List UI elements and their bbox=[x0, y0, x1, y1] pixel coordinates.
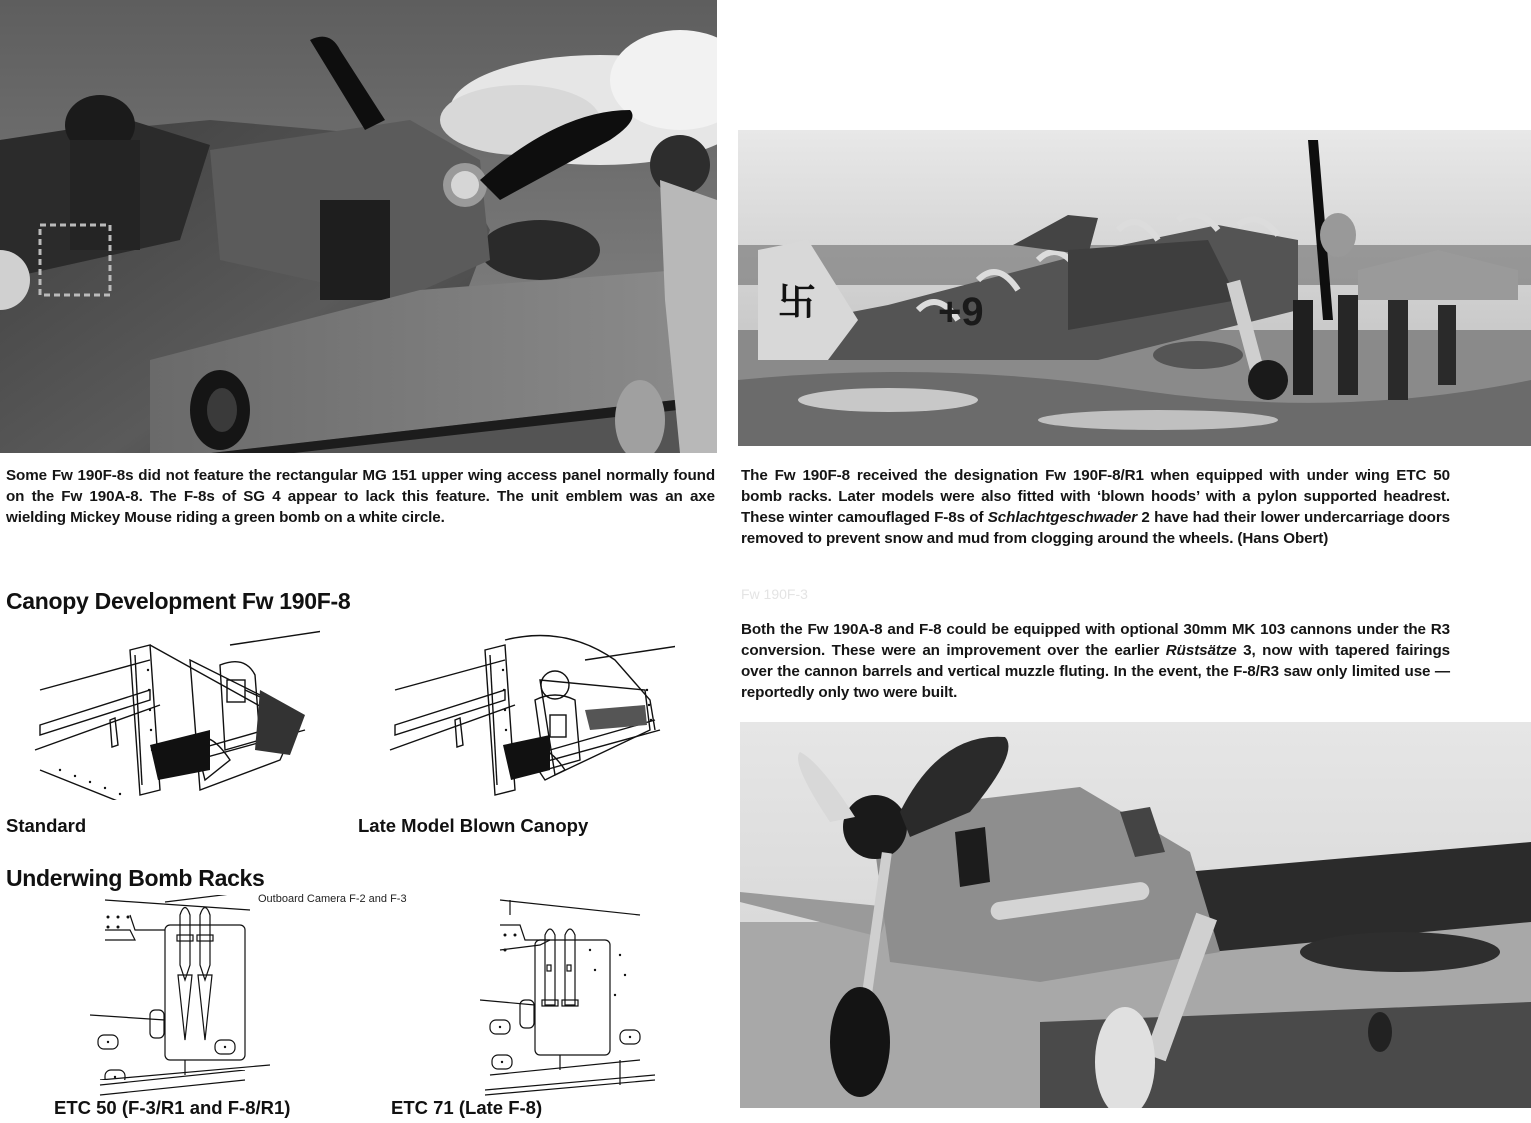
etc50-illustration bbox=[90, 895, 270, 1080]
drawing-canopy-blown bbox=[385, 630, 675, 800]
canopy-label-blown-text: Late Model Blown Canopy bbox=[358, 815, 589, 836]
bleed-through-text-1 bbox=[741, 584, 808, 604]
bomb-rack-label-etc50 bbox=[54, 1097, 290, 1119]
photo-bottom-right bbox=[740, 722, 1531, 1108]
bleed-through-line: Fw 190F-3 bbox=[741, 586, 808, 602]
drawing-etc50-lower bbox=[95, 1070, 255, 1100]
photo-top-right bbox=[738, 130, 1531, 446]
drawing-etc71 bbox=[480, 895, 665, 1105]
bomb-rack-label-etc71 bbox=[391, 1097, 542, 1119]
photo-f8-r3-cannon bbox=[740, 722, 1531, 1108]
drawing-etc50 bbox=[90, 895, 270, 1080]
caption-top-right bbox=[741, 465, 1450, 549]
caption-top-left bbox=[6, 465, 715, 528]
photo-top-left bbox=[0, 0, 717, 453]
caption-middle-right bbox=[741, 619, 1450, 703]
drawing-canopy-standard bbox=[30, 630, 320, 800]
caption-top-right-part2: 2 have had their lower undercarriage doors removed to prevent snow and mud from clogging around the wheels. (Hans Obert) bbox=[741, 509, 1450, 547]
callout-outboard-camera-text: Outboard Camera F-2 and F-3 bbox=[258, 893, 407, 905]
etc50-lower-lines bbox=[95, 1070, 255, 1100]
canopy-label-blown bbox=[358, 815, 588, 837]
caption-top-right-italic: Schlachtgeschwader bbox=[987, 509, 1138, 526]
photo-winter-camouflage-lineup bbox=[738, 130, 1531, 446]
caption-top-right-part1: The Fw 190F-8 received the designation Fw 190F-8/R1 when equipped with under wing ETC 50 bomb racks. Later models were also fitted with ‘blown hoods’ with a pylon supported headrest. These winter camouflaged F-8s of bbox=[741, 467, 1450, 526]
bomb-rack-section-heading bbox=[6, 865, 265, 892]
bomb-rack-section-heading-text: Underwing Bomb Racks bbox=[6, 865, 265, 891]
canopy-standard-illustration bbox=[30, 630, 320, 800]
canopy-label-standard bbox=[6, 815, 86, 837]
caption-top-left-text: Some Fw 190F-8s did not feature the rectangular MG 151 upper wing access panel normally found on the Fw 190A-8. The F-8s of SG 4 appear to lack this feature. The unit emblem was an axe wielding Mickey Mouse riding a green bomb on a white circle. bbox=[6, 467, 715, 526]
caption-middle-right-part1: Both the Fw 190A-8 and F-8 could be equipped with optional 30mm MK 103 cannons under the R3 conversion. These were an improvement over the earlier bbox=[741, 621, 1450, 659]
callout-outboard-camera bbox=[258, 893, 407, 905]
caption-middle-right-italic: Rüstsätze bbox=[1165, 642, 1237, 659]
bomb-rack-label-etc71-text: ETC 71 (Late F-8) bbox=[391, 1097, 543, 1118]
canopy-section-heading bbox=[6, 588, 350, 615]
caption-middle-right-part2: 3, now with tapered fairings over the cannon barrels and vertical muzzle fluting. In the event, the F-8/R3 saw only limited use — reportedly only two were built. bbox=[741, 642, 1450, 701]
canopy-section-heading-text: Canopy Development Fw 190F-8 bbox=[6, 588, 351, 614]
svg-text:卐: 卐 bbox=[778, 280, 817, 324]
bomb-rack-label-etc50-text: ETC 50 (F-3/R1 and F-8/R1) bbox=[54, 1097, 291, 1118]
canopy-label-standard-text: Standard bbox=[6, 815, 87, 836]
photo-cockpit-wing bbox=[0, 0, 717, 453]
etc71-illustration bbox=[480, 895, 665, 1105]
svg-text:+9: +9 bbox=[938, 290, 984, 334]
canopy-blown-illustration bbox=[385, 630, 675, 800]
